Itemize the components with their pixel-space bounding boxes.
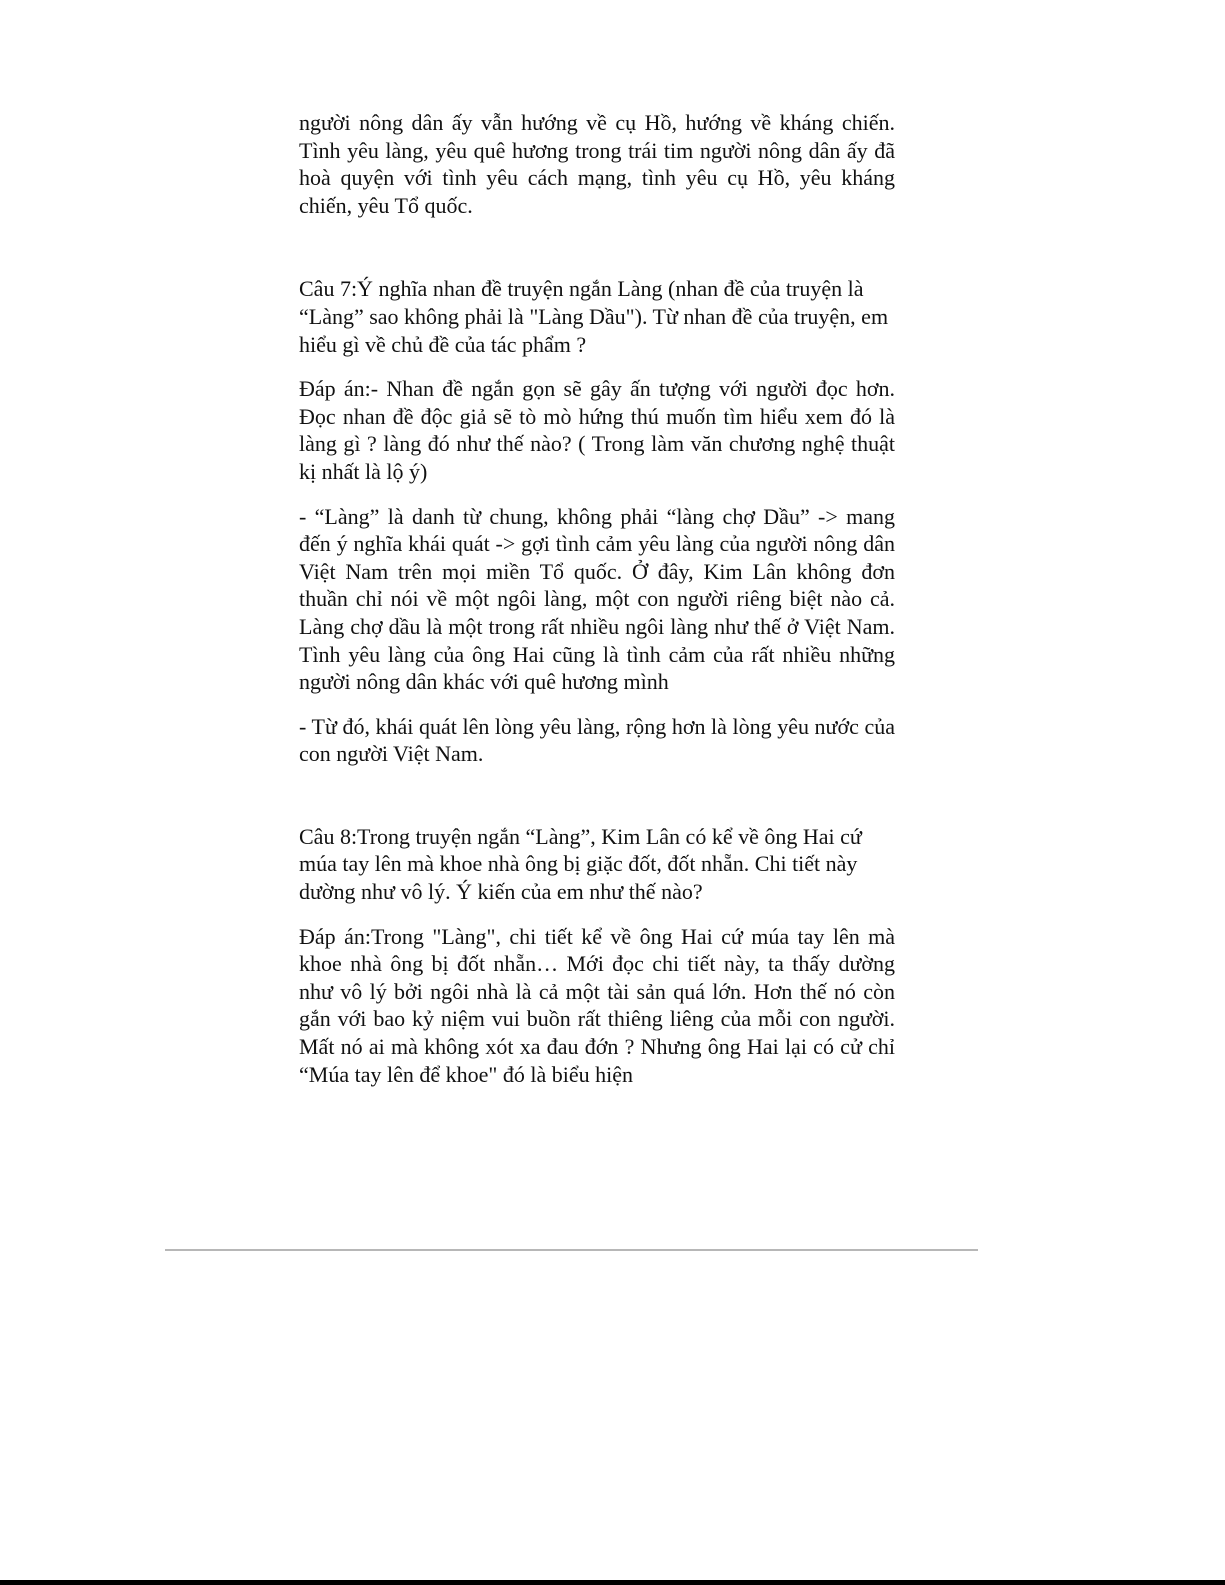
section-gap bbox=[299, 768, 895, 823]
question-8: Câu 8:Trong truyện ngắn “Làng”, Kim Lân có kể về ông Hai cứ múa tay lên mà khoe nhà ông bị giặc đốt, đốt nhẵn. Chi tiết này dường như vô lý. Ý kiến của em như thế nào? bbox=[299, 823, 862, 905]
answer-7-point-1: - “Làng” là danh từ chung, không phải “làng chợ Dầu” -> mang đến ý nghĩa khái quát -> gợi tình cảm yêu làng của người nông dân Việt Nam trên mọi miền Tổ quốc. Ở đây, Kim Lân không đơn thuần chỉ nói về một ngôi làng, một con người riêng biệt nào cả. Làng chợ dầu là một trong rất nhiều ngôi làng như thế ở Việt Nam. Tình yêu làng của ông Hai cũng là tình cảm của rất nhiều những người nông dân khác với quê hương mình bbox=[299, 503, 895, 695]
question-7: Câu 7:Ý nghĩa nhan đề truyện ngắn Làng (nhan đề của truyện là “Làng” sao không phải là "Làng Dầu"). Từ nhan đề của truyện, em hiểu gì về chủ đề của tác phẩm ? bbox=[299, 276, 889, 357]
paragraph-gap bbox=[299, 696, 895, 713]
answer-8: Đáp án:Trong "Làng", chi tiết kể về ông Hai cứ múa tay lên mà khoe nhà ông bị đốt nhẵn… Mới đọc chi tiết này, ta thấy dường như vô lý bởi ngôi nhà là cả một tài sản quá lớn. Hơn thế nó còn gắn với bao kỷ niệm vui buồn rất thiêng liêng của mỗi con người. Mất nó ai mà không xót xa đau đớn ? Nhưng ông Hai lại có cử chỉ “Múa tay lên để khoe" đó là biểu hiện bbox=[299, 923, 895, 1087]
answer-7-point-2: - Từ đó, khái quát lên lòng yêu làng, rộng hơn là lòng yêu nước của con người Việt Nam. bbox=[299, 713, 895, 767]
section-gap bbox=[299, 219, 895, 275]
answer-7: Đáp án:- Nhan đề ngắn gọn sẽ gây ấn tượng với người đọc hơn. Đọc nhan đề độc giả sẽ tò mò hứng thú muốn tìm hiểu xem đó là làng gì ? làng đó như thế nào? ( Trong làm văn chương nghệ thuật kị nhất là lộ ý) bbox=[299, 376, 895, 484]
bottom-edge-bar bbox=[0, 1580, 1225, 1585]
paragraph-gap bbox=[299, 906, 895, 923]
document-body bbox=[299, 109, 895, 1088]
paragraph-gap bbox=[299, 358, 895, 375]
paragraph-continuation: người nông dân ấy vẫn hướng về cụ Hồ, hướng về kháng chiến. Tình yêu làng, yêu quê hương trong trái tim người nông dân ấy đã hoà quyện với tình yêu cách mạng, tình yêu cụ Hồ, yêu kháng chiến, yêu Tổ quốc. bbox=[299, 110, 895, 218]
page-divider bbox=[165, 1249, 978, 1251]
paragraph-gap bbox=[299, 486, 895, 503]
